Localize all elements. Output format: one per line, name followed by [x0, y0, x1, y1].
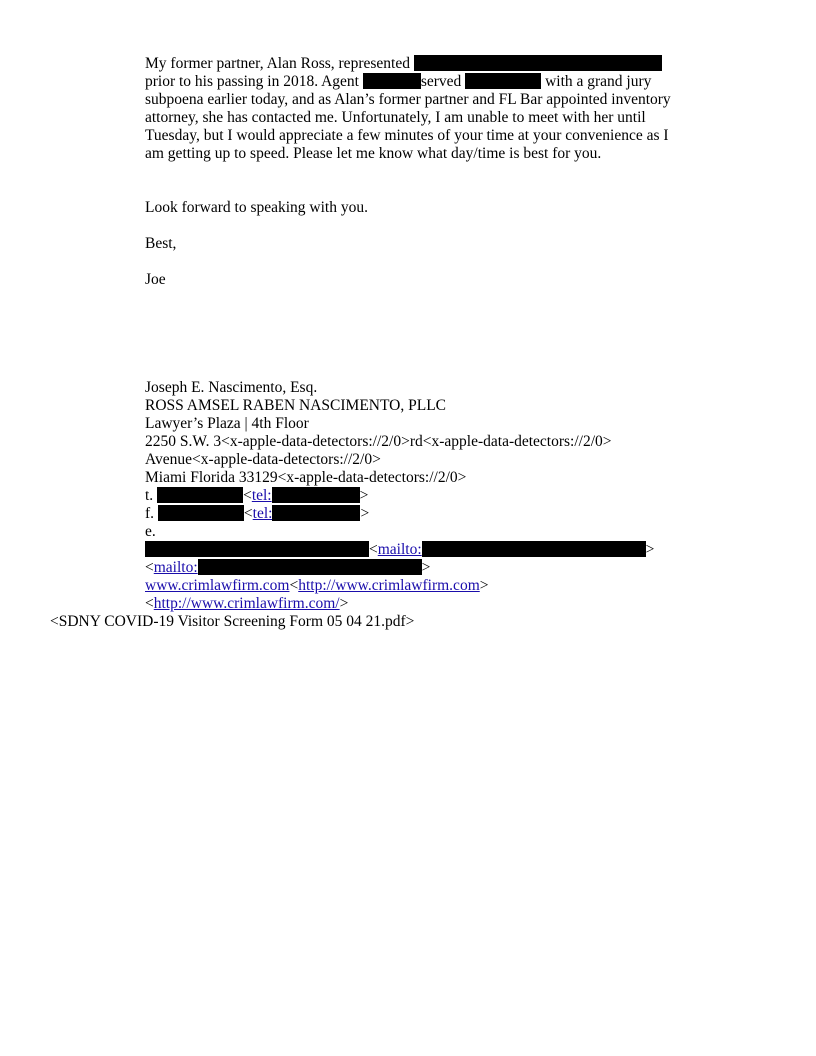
signature-firm: ROSS AMSEL RABEN NASCIMENTO, PLLC — [145, 397, 447, 414]
redaction-block — [363, 73, 421, 89]
signature-building: Lawyer’s Plaza | 4th Floor — [145, 415, 309, 432]
redaction-block — [145, 541, 369, 557]
sender-first-name: Joe — [145, 271, 166, 288]
body-paragraph-1-rest: subpoena earlier today, and as Alan’s former partner and FL Bar appointed inventory attorney, she has contacted me. Unfortunately, I am unable to meet with her until Tuesday, but I would appreciate a few minutes of your time at your convenience as I am getting up to speed. Please let me know what day/time is best for you. — [145, 91, 671, 162]
phone-prefix: t. — [145, 487, 154, 504]
bracket: > — [421, 559, 431, 576]
bracket: < — [369, 541, 378, 558]
signature-name: Joseph E. Nascimento, Esq. — [145, 379, 318, 396]
bracket: > — [479, 577, 489, 594]
tel-link[interactable]: tel: — [252, 505, 273, 522]
body-line-1 — [145, 55, 662, 73]
website-link[interactable]: www.crimlawfirm.com — [145, 577, 290, 594]
body-paragraph-2: Look forward to speaking with you. — [145, 199, 368, 216]
bracket: < — [243, 487, 252, 504]
body-line-2 — [145, 73, 651, 91]
bracket: > — [645, 541, 655, 558]
redaction-block — [272, 505, 360, 521]
bracket: > — [339, 595, 349, 612]
closing: Best, — [145, 235, 177, 252]
bracket: < — [145, 559, 154, 576]
signature-street-2: Avenue<x-apple-data-detectors://2/0> — [145, 451, 381, 468]
website-url-link[interactable]: http://www.crimlawfirm.com/ — [153, 595, 340, 612]
redaction-block — [272, 487, 360, 503]
bracket: > — [359, 487, 369, 504]
redaction-block — [414, 55, 662, 71]
bracket: < — [145, 595, 154, 612]
website-url-link[interactable]: http://www.crimlawfirm.com — [298, 577, 480, 594]
bracket: < — [243, 505, 253, 522]
signature-city: Miami Florida 33129<x-apple-data-detectors://2/0> — [145, 469, 467, 486]
tel-link[interactable]: tel: — [251, 487, 272, 504]
mailto-link[interactable]: mailto: — [377, 541, 422, 558]
redaction-block — [158, 505, 244, 521]
redaction-block — [157, 487, 243, 503]
bracket: > — [360, 505, 370, 522]
redaction-block — [198, 559, 422, 575]
body-text: with a grand jury — [541, 73, 652, 90]
signature-fax — [145, 505, 369, 523]
bracket: < — [289, 577, 299, 594]
mailto-link[interactable]: mailto: — [153, 559, 198, 576]
body-text: My former partner, Alan Ross, represented — [145, 55, 414, 72]
fax-prefix: f. — [145, 505, 155, 522]
signature-email — [145, 541, 654, 559]
signature-website — [145, 577, 489, 595]
signature-phone — [145, 487, 368, 505]
body-text: prior to his passing in 2018. Agent — [145, 73, 363, 90]
attachment-label[interactable]: <SDNY COVID-19 Visitor Screening Form 05 04 21.pdf> — [50, 613, 415, 630]
signature-email-2 — [145, 559, 430, 577]
signature-website-2 — [145, 595, 348, 613]
signature-street: 2250 S.W. 3<x-apple-data-detectors://2/0>rd<x-apple-data-detectors://2/0> — [145, 433, 612, 450]
redaction-block — [465, 73, 541, 89]
signature-email-prefix: e. — [145, 523, 156, 540]
redaction-block — [422, 541, 646, 557]
body-text: served — [420, 73, 466, 90]
